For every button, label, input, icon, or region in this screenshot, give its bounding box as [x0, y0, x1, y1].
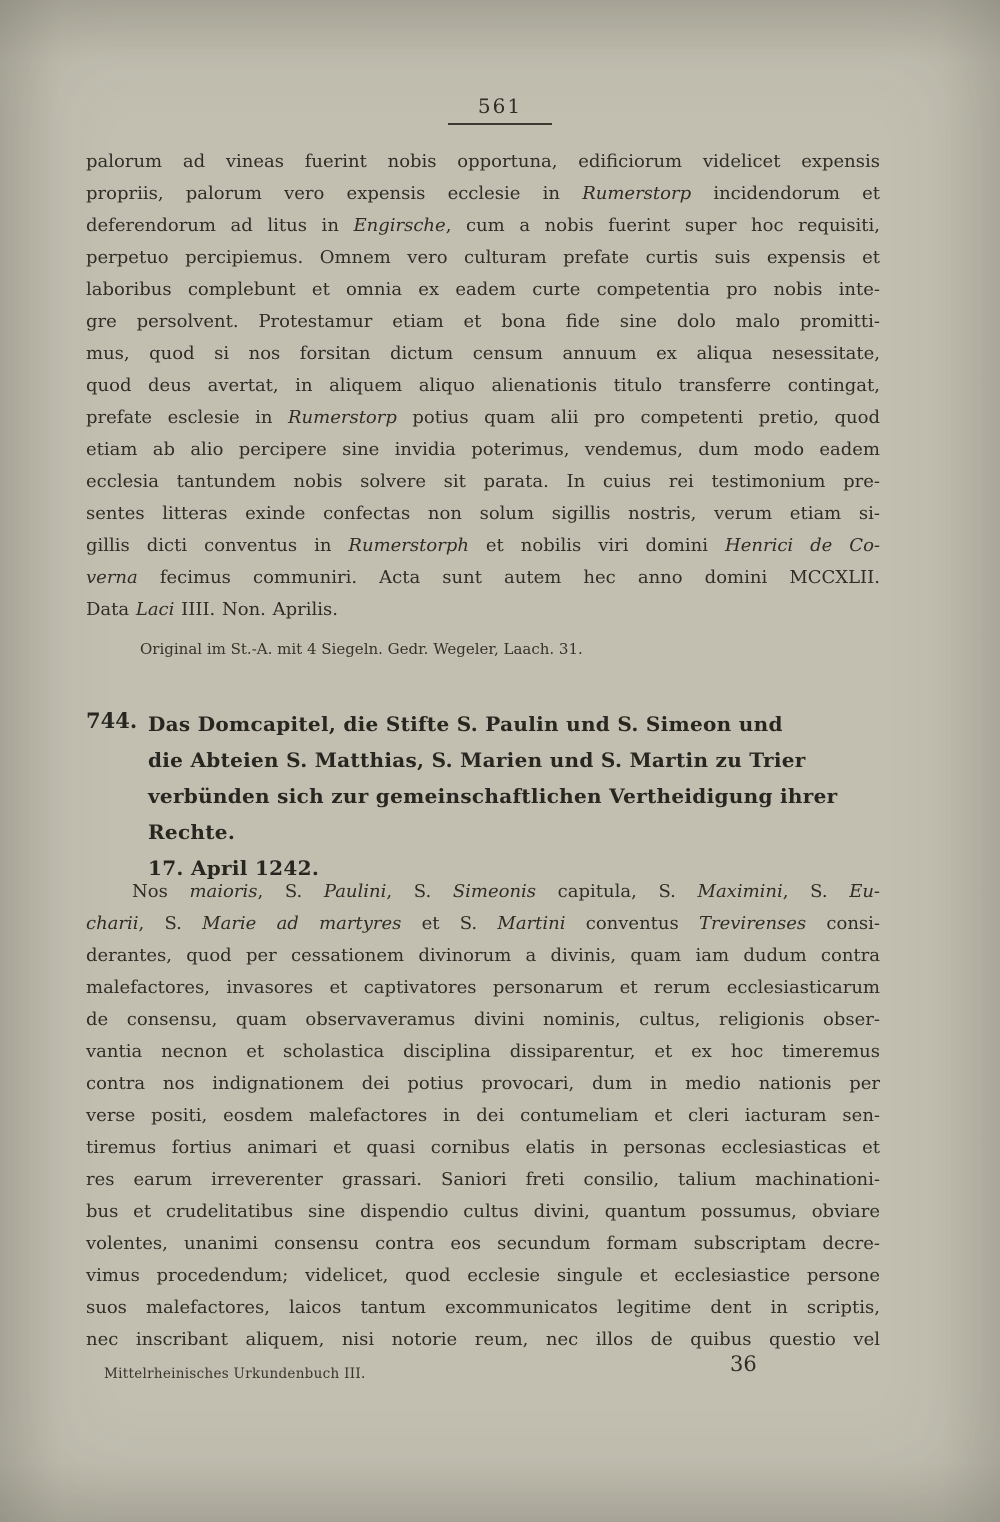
text-line: contra nos indignationem dei potius provocari, dum in medio nationis per [86, 1073, 880, 1094]
book-title-footer: Mittelrheinisches Urkundenbuch III. [104, 1366, 366, 1382]
page-number: 561 [448, 94, 552, 125]
text-line: laboribus complebunt et omnia ex eadem curte competentia pro nobis inte- [86, 279, 880, 300]
text-line: die Abteien S. Matthias, S. Marien und S. Martin zu Trier [148, 748, 806, 772]
text-line: charii, S. Marie ad martyres et S. Martini conventus Trevirenses consi- [86, 913, 881, 934]
text-line: Data Laci IIII. Non. Aprilis. [86, 599, 338, 620]
text-line: vantia necnon et scholastica disciplina dissiparentur, et ex hoc timeremus [86, 1041, 880, 1062]
entry-744-body [86, 876, 880, 1356]
entry-744-heading [148, 706, 880, 886]
text-line: derantes, quod per cessationem divinorum a divinis, quam iam dudum contra [86, 945, 880, 966]
text-line: prefate esclesie in Rumerstorp potius quam alii pro competenti pretio, quod [86, 407, 880, 428]
entry-743-body-continuation [86, 146, 880, 626]
sheet-signature-number: 36 [730, 1352, 757, 1376]
text-line: suos malefactores, laicos tantum excommunicatos legitime dent in scriptis, [86, 1297, 880, 1318]
text-line: volentes, unanimi consensu contra eos secundum formam subscriptam decre- [86, 1233, 880, 1254]
entry-743-source-note: Original im St.-A. mit 4 Siegeln. Gedr. Wegeler, Laach. 31. [140, 640, 583, 658]
text-line: gre persolvent. Protestamur etiam et bona fide sine dolo malo promitti- [86, 311, 880, 332]
text-line: verse positi, eosdem malefactores in dei contumeliam et cleri iacturam sen- [86, 1105, 880, 1126]
text-line: Nos maioris, S. Paulini, S. Simeonis capitula, S. Maximini, S. Eu- [132, 881, 881, 902]
text-line: vimus procedendum; videlicet, quod ecclesie singule et ecclesiastice persone [86, 1265, 880, 1286]
entry-744-number: 744. [86, 708, 138, 733]
text-line: sentes litteras exinde confectas non solum sigillis nostris, verum etiam si- [86, 503, 880, 524]
text-line: bus et crudelitatibus sine dispendio cultus divini, quantum possumus, obviare [86, 1201, 880, 1222]
text-line: etiam ab alio percipere sine invidia poterimus, vendemus, dum modo eadem [86, 439, 880, 460]
text-line: gillis dicti conventus in Rumerstorph et nobilis viri domini Henrici de Co- [86, 535, 880, 556]
text-line: res earum irreverenter grassari. Saniori freti consilio, talium machinationi- [86, 1169, 880, 1190]
text-line: de consensu, quam observaveramus divini nominis, cultus, religionis obser- [86, 1009, 880, 1030]
text-line: malefactores, invasores et captivatores personarum et rerum ecclesiasticarum [86, 977, 880, 998]
page-header [0, 94, 1000, 125]
text-line: nec inscribant aliquem, nisi notorie reum, nec illos de quibus questio vel [86, 1329, 880, 1350]
text-line: ecclesia tantundem nobis solvere sit parata. In cuius rei testimonium pre- [86, 471, 880, 492]
text-line: Das Domcapitel, die Stifte S. Paulin und S. Simeon und [148, 712, 783, 736]
text-line: verbünden sich zur gemeinschaftlichen Vertheidigung ihrer Rechte. [148, 784, 838, 844]
text-line: propriis, palorum vero expensis ecclesie in Rumerstorp incidendorum et [86, 183, 880, 204]
text-line: deferendorum ad litus in Engirsche, cum a nobis fuerint super hoc requisiti, [86, 215, 880, 236]
entry-744 [86, 706, 880, 886]
text-line: quod deus avertat, in aliquem aliquo alienationis titulo transferre contingat, [86, 375, 880, 396]
text-line: palorum ad vineas fuerint nobis opportuna, edificiorum videlicet expensis [86, 151, 880, 172]
text-line: verna fecimus communiri. Acta sunt autem hec anno domini MCCXLII. [86, 567, 880, 588]
text-line: mus, quod si nos forsitan dictum censum annuum ex aliqua nesessitate, [86, 343, 880, 364]
text-line: perpetuo percipiemus. Omnem vero culturam prefate curtis suis expensis et [86, 247, 880, 268]
text-line: 17. April 1242. [148, 856, 320, 880]
text-line: tiremus fortius animari et quasi cornibus elatis in personas ecclesiasticas et [86, 1137, 880, 1158]
